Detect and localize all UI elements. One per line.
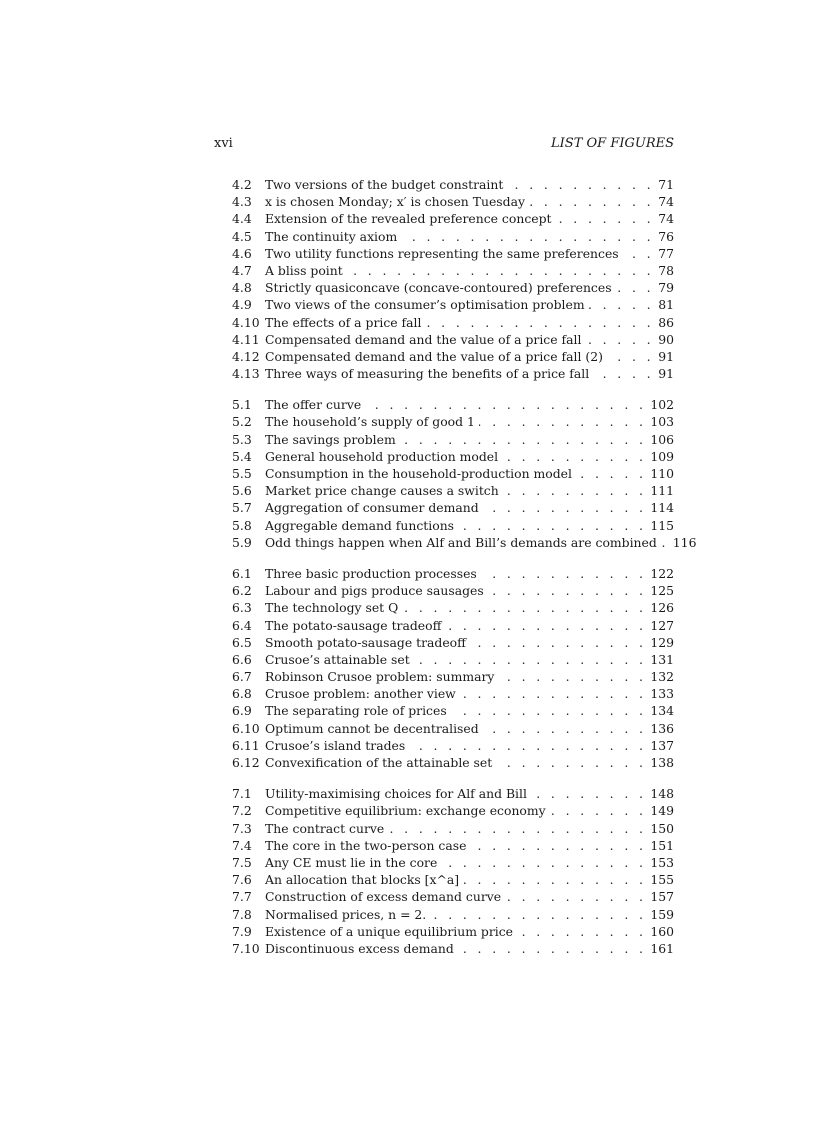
dot-leader — [498, 668, 646, 685]
dot-leader — [441, 854, 646, 871]
dot-leader — [503, 482, 647, 499]
figure-number: 4.8 — [232, 280, 252, 296]
dot-leader — [463, 871, 646, 888]
figure-title: The effects of a price fall — [265, 314, 422, 330]
figure-entry[interactable] — [232, 348, 674, 365]
figure-number: 4.10 — [232, 314, 260, 330]
figure-title: The contract curve — [265, 820, 385, 836]
figure-title: Crusoe problem: another view — [265, 686, 456, 702]
dot-leader — [517, 923, 646, 940]
figure-page-number: 90 — [658, 331, 674, 347]
figure-page-number: 150 — [650, 820, 674, 836]
dot-leader — [430, 906, 646, 923]
figure-title: Compensated demand and the value of a price fall — [265, 331, 582, 347]
dot-leader — [616, 279, 654, 296]
figure-number: 4.5 — [232, 228, 252, 244]
dot-leader — [550, 802, 647, 819]
figure-title: Strictly quasiconcave (concave-contoured) preferences — [265, 280, 612, 296]
figure-title: Convexification of the attainable set — [265, 755, 493, 770]
figure-page-number: 102 — [650, 397, 674, 413]
dot-leader — [347, 262, 654, 279]
figure-entry[interactable] — [232, 599, 674, 616]
dot-leader — [451, 702, 647, 719]
dot-leader — [529, 193, 654, 210]
figure-page-number: 106 — [650, 431, 674, 447]
figure-entry[interactable] — [232, 193, 674, 210]
list-of-figures — [232, 176, 697, 971]
dot-leader — [470, 634, 646, 651]
figure-title: Extension of the revealed preference concept — [265, 211, 552, 227]
dot-leader — [589, 296, 654, 313]
figure-number: 7.2 — [232, 803, 252, 819]
dot-leader — [556, 210, 655, 227]
figure-group — [232, 785, 674, 957]
figure-number: 5.6 — [232, 483, 252, 499]
dot-leader — [470, 837, 646, 854]
figure-title: Aggregable demand functions — [265, 517, 455, 533]
figure-page-number: 111 — [650, 483, 674, 499]
dot-leader — [458, 940, 647, 957]
figure-entry[interactable] — [232, 720, 674, 737]
figure-title: Any CE must lie in the core — [265, 854, 438, 870]
figure-entry[interactable] — [232, 365, 674, 382]
figure-page-number: 74 — [658, 194, 674, 210]
figure-number: 4.12 — [232, 348, 260, 364]
figure-page-number: 122 — [650, 565, 674, 581]
figure-page-number: 81 — [658, 297, 674, 313]
figure-title: General household production model — [265, 448, 499, 464]
figure-page-number: 136 — [650, 720, 674, 736]
figure-title: The core in the two-person case — [265, 837, 467, 853]
dot-leader — [623, 245, 654, 262]
figure-title: Normalised prices, n = 2. — [265, 906, 427, 922]
figure-page-number: 103 — [650, 414, 674, 430]
page-number: xvi — [214, 136, 233, 151]
figure-page-number: 161 — [650, 940, 674, 956]
figure-page-number: 114 — [650, 500, 674, 516]
figure-entry[interactable] — [232, 482, 674, 499]
figure-number: 5.5 — [232, 466, 252, 481]
figure-title: Two views of the consumer’s optimisation problem — [265, 297, 585, 313]
figure-page-number: 127 — [650, 617, 674, 633]
figure-entry[interactable] — [232, 534, 697, 551]
figure-number: 5.7 — [232, 500, 252, 516]
figure-title: Two versions of the budget constraint — [265, 177, 504, 192]
figure-number: 6.5 — [232, 634, 252, 650]
figure-title: The savings problem — [265, 431, 396, 447]
figure-number: 6.12 — [232, 755, 260, 770]
figure-page-number: 132 — [650, 669, 674, 685]
figure-entry[interactable] — [232, 685, 674, 702]
figure-number: 6.11 — [232, 737, 260, 753]
figure-entry[interactable] — [232, 431, 674, 448]
figure-page-number: 129 — [650, 634, 674, 650]
figure-page-number: 153 — [650, 854, 674, 870]
figure-entry[interactable] — [232, 396, 674, 413]
figure-title: An allocation that blocks [x^a] — [265, 872, 460, 888]
figure-entry[interactable] — [232, 499, 674, 516]
figure-page-number: 76 — [658, 228, 674, 244]
figure-page-number: 74 — [658, 211, 674, 227]
dot-leader — [496, 754, 646, 771]
figure-title: Optimum cannot be decentralised — [265, 720, 479, 736]
dot-leader — [400, 431, 647, 448]
figure-entry[interactable] — [232, 210, 674, 227]
figure-entry[interactable] — [232, 465, 674, 482]
figure-group — [232, 565, 674, 771]
figure-title: x is chosen Monday; x′ is chosen Tuesday — [265, 194, 525, 210]
figure-entry[interactable] — [232, 314, 674, 331]
dot-leader — [483, 499, 647, 516]
figure-number: 7.3 — [232, 820, 252, 836]
figure-title: Market price change causes a switch — [265, 483, 499, 499]
figure-number: 6.7 — [232, 669, 252, 685]
figure-entry[interactable] — [232, 871, 674, 888]
dot-leader — [507, 176, 654, 193]
figure-number: 6.3 — [232, 600, 252, 616]
figure-title: Discontinuous excess demand — [265, 940, 454, 956]
figure-page-number: 133 — [650, 686, 674, 702]
figure-entry[interactable] — [232, 837, 674, 854]
figure-page-number: 91 — [658, 366, 674, 382]
figure-number: 4.2 — [232, 177, 252, 192]
figure-entry[interactable] — [232, 517, 674, 534]
figure-entry[interactable] — [232, 634, 674, 651]
dot-leader — [502, 448, 646, 465]
figure-entry[interactable] — [232, 617, 674, 634]
figure-title: Aggregation of consumer demand — [265, 500, 479, 516]
figure-title: Utility-maximising choices for Alf and Bill — [265, 786, 527, 802]
figure-entry[interactable] — [232, 279, 674, 296]
figure-number: 6.6 — [232, 651, 252, 667]
dot-leader — [593, 365, 654, 382]
figure-page-number: 149 — [650, 803, 674, 819]
figure-page-number: 79 — [658, 280, 674, 296]
figure-number: 6.8 — [232, 686, 252, 702]
figure-entry[interactable] — [232, 565, 674, 582]
dot-leader — [531, 785, 646, 802]
figure-number: 4.13 — [232, 366, 260, 382]
figure-number: 4.7 — [232, 262, 252, 278]
figure-title: Three basic production processes — [265, 565, 477, 581]
figure-entry[interactable] — [232, 854, 674, 871]
figure-page-number: 116 — [672, 534, 697, 550]
dot-leader — [401, 228, 654, 245]
figure-entry[interactable] — [232, 331, 674, 348]
figure-title: Consumption in the household-production model — [265, 466, 572, 481]
figure-entry[interactable] — [232, 448, 674, 465]
dot-leader — [402, 599, 646, 616]
figure-page-number: 134 — [650, 703, 674, 719]
dot-leader — [409, 737, 646, 754]
figure-entry[interactable] — [232, 888, 674, 905]
figure-entry[interactable] — [232, 754, 674, 771]
figure-page-number: 78 — [658, 262, 674, 278]
figure-page-number: 160 — [650, 923, 674, 939]
dot-leader — [445, 617, 646, 634]
figure-entry[interactable] — [232, 737, 674, 754]
figure-page-number: 71 — [658, 177, 674, 192]
figure-number: 5.2 — [232, 414, 252, 430]
figure-number: 7.7 — [232, 889, 252, 905]
dot-leader — [365, 396, 646, 413]
figure-entry[interactable] — [232, 228, 674, 245]
figure-page-number: 159 — [650, 906, 674, 922]
figure-title: The potato-sausage tradeoff — [265, 617, 442, 633]
figure-title: The separating role of prices — [265, 703, 447, 719]
figure-page-number: 157 — [650, 889, 674, 905]
figure-number: 7.9 — [232, 923, 252, 939]
figure-number: 5.1 — [232, 397, 252, 413]
figure-number: 6.10 — [232, 720, 260, 736]
figure-number: 7.10 — [232, 940, 260, 956]
figure-title: Compensated demand and the value of a price fall (2) — [265, 348, 603, 364]
dot-leader — [414, 651, 647, 668]
figure-number: 5.8 — [232, 517, 252, 533]
dot-leader — [585, 331, 654, 348]
figure-number: 4.11 — [232, 331, 260, 347]
figure-group — [232, 176, 674, 382]
figure-number: 5.9 — [232, 534, 252, 550]
figure-number: 4.4 — [232, 211, 252, 227]
figure-page-number: 115 — [650, 517, 674, 533]
figure-entry[interactable] — [232, 923, 674, 940]
dot-leader — [607, 348, 654, 365]
figure-page-number: 155 — [650, 872, 674, 888]
figure-page-number: 148 — [650, 786, 674, 802]
dot-leader — [460, 685, 647, 702]
dot-leader — [425, 314, 654, 331]
figure-title: The offer curve — [265, 397, 362, 413]
figure-entry[interactable] — [232, 651, 674, 668]
figure-entry[interactable] — [232, 785, 674, 802]
figure-page-number: 91 — [658, 348, 674, 364]
figure-entry[interactable] — [232, 582, 674, 599]
dot-leader — [661, 534, 669, 551]
figure-title: Crusoe’s attainable set — [265, 651, 410, 667]
figure-title: The technology set Q — [265, 600, 399, 616]
dot-leader — [388, 820, 646, 837]
figure-title: A bliss point — [265, 262, 343, 278]
figure-entry[interactable] — [232, 296, 674, 313]
figure-page-number: 131 — [650, 651, 674, 667]
dot-leader — [483, 720, 647, 737]
figure-title: Odd things happen when Alf and Bill’s demands are combined — [265, 534, 657, 550]
figure-page-number: 138 — [650, 755, 674, 770]
figure-title: Robinson Crusoe problem: summary — [265, 669, 495, 685]
figure-title: Existence of a unique equilibrium price — [265, 923, 513, 939]
figure-entry[interactable] — [232, 245, 674, 262]
figure-entry[interactable] — [232, 262, 674, 279]
figure-entry[interactable] — [232, 176, 674, 193]
figure-title: Construction of excess demand curve — [265, 889, 502, 905]
dot-leader — [488, 582, 647, 599]
figure-number: 6.9 — [232, 703, 252, 719]
figure-number: 7.5 — [232, 854, 252, 870]
figure-page-number: 125 — [650, 583, 674, 599]
figure-title: The household’s supply of good 1 — [265, 414, 475, 430]
figure-entry[interactable] — [232, 940, 674, 957]
dot-leader — [458, 517, 646, 534]
figure-number: 7.4 — [232, 837, 252, 853]
figure-page-number: 110 — [650, 466, 674, 481]
dot-leader — [479, 413, 646, 430]
running-header — [214, 136, 674, 156]
dot-leader — [481, 565, 647, 582]
figure-title: The continuity axiom — [265, 228, 398, 244]
figure-number: 4.6 — [232, 245, 252, 261]
figure-number: 7.6 — [232, 872, 252, 888]
figure-title: Smooth potato-sausage tradeoff — [265, 634, 466, 650]
figure-number: 5.4 — [232, 448, 252, 464]
figure-page-number: 126 — [650, 600, 674, 616]
dot-leader — [576, 465, 646, 482]
figure-entry[interactable] — [232, 668, 674, 685]
figure-page-number: 109 — [650, 448, 674, 464]
figure-entry[interactable] — [232, 820, 674, 837]
figure-entry[interactable] — [232, 413, 674, 430]
figure-group — [232, 396, 697, 551]
figure-entry[interactable] — [232, 702, 674, 719]
figure-number: 7.8 — [232, 906, 252, 922]
figure-number: 6.4 — [232, 617, 252, 633]
figure-title: Competitive equilibrium: exchange economy — [265, 803, 546, 819]
dot-leader — [505, 888, 646, 905]
figure-title: Labour and pigs produce sausages — [265, 583, 484, 599]
figure-page-number: 151 — [650, 837, 674, 853]
figure-number: 4.3 — [232, 194, 252, 210]
figure-number: 6.1 — [232, 565, 252, 581]
figure-page-number: 137 — [650, 737, 674, 753]
figure-title: Three ways of measuring the benefits of a price fall — [265, 366, 590, 382]
figure-number: 5.3 — [232, 431, 252, 447]
page-title: LIST OF FIGURES — [551, 136, 674, 151]
figure-number: 7.1 — [232, 786, 252, 802]
figure-title: Two utility functions representing the same preferences — [265, 245, 619, 261]
figure-entry[interactable] — [232, 802, 674, 819]
figure-number: 6.2 — [232, 583, 252, 599]
figure-page-number: 77 — [658, 245, 674, 261]
figure-entry[interactable] — [232, 906, 674, 923]
figure-page-number: 86 — [658, 314, 674, 330]
figure-number: 4.9 — [232, 297, 252, 313]
figure-title: Crusoe’s island trades — [265, 737, 406, 753]
